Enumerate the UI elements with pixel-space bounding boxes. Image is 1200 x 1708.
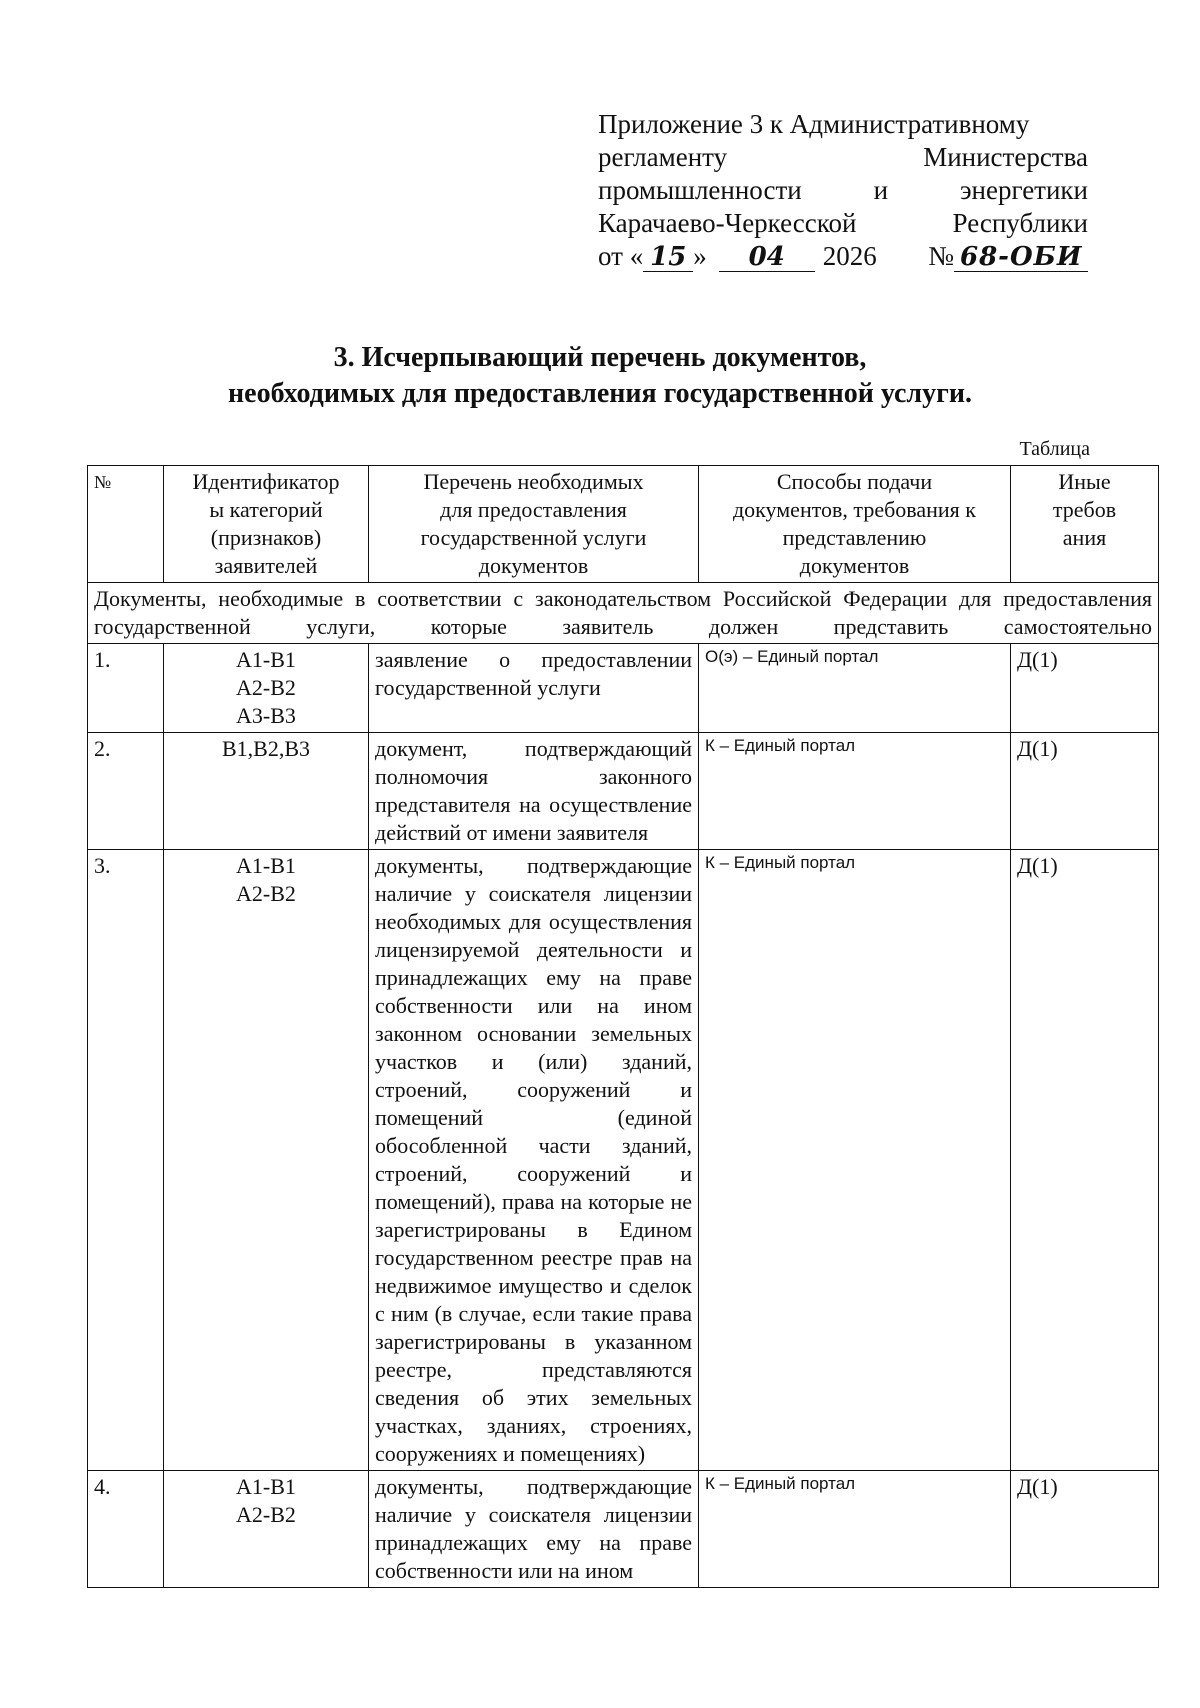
header-line: требов: [1052, 497, 1117, 522]
header-line: для предоставления: [440, 497, 627, 522]
header-line: ания: [1062, 525, 1107, 550]
documents-table: [87, 465, 1159, 1588]
row-applicant-ids: [164, 1471, 369, 1588]
date-year: 2026: [822, 241, 877, 271]
header-line: документов: [478, 553, 589, 578]
header-line: (признаков): [210, 525, 322, 550]
header-line: Способы подачи: [776, 469, 933, 494]
appendix-reference: [598, 108, 1088, 273]
header-line: Перечень необходимых: [423, 469, 644, 494]
row-number: 3.: [88, 850, 164, 1471]
appendix-text: промышленности: [598, 175, 802, 205]
appendix-date-line: [598, 240, 1088, 273]
appendix-text: Карачаево-Черкесской: [598, 208, 857, 238]
header-other-requirements: [1011, 466, 1159, 583]
row-submission-method: О(э) – Единый портал: [699, 644, 1011, 733]
row-submission-method: К – Единый портал: [699, 1471, 1011, 1588]
applicant-id: А2-В2: [236, 1502, 296, 1527]
row-applicant-ids: [164, 644, 369, 733]
header-line: государственной услуги: [420, 525, 647, 550]
date-close: »: [693, 241, 707, 271]
appendix-line-3: [598, 174, 1088, 207]
table-row: [88, 733, 1159, 850]
row-submission-method: К – Единый портал: [699, 850, 1011, 1471]
row-other-requirements: Д(1): [1011, 1471, 1159, 1588]
handwritten-month: 04: [719, 243, 815, 272]
header-line: представлению: [782, 525, 927, 550]
date-prefix: от «: [598, 241, 644, 271]
header-line: Идентификатор: [192, 469, 340, 494]
table-row: [88, 1471, 1159, 1588]
appendix-text: Министерства: [923, 142, 1088, 172]
row-applicant-ids: [164, 733, 369, 850]
heading-line-1: 3. Исчерпывающий перечень документов,: [333, 342, 867, 373]
row-number: 4.: [88, 1471, 164, 1588]
appendix-text: Республики: [952, 208, 1088, 238]
row-applicant-ids: [164, 850, 369, 1471]
number-prefix: №: [928, 241, 954, 271]
row-documents: заявление о предоставлении государственной услуги: [369, 644, 699, 733]
applicant-id: А1-В1: [236, 647, 296, 672]
applicant-id: А2-В2: [236, 675, 296, 700]
table-section-row: [88, 583, 1159, 644]
header-line: Иные: [1058, 469, 1111, 494]
header-documents: [369, 466, 699, 583]
table-row: [88, 644, 1159, 733]
appendix-text: регламенту: [598, 142, 728, 172]
appendix-line-4: [598, 207, 1088, 240]
appendix-line-1: [598, 108, 1088, 141]
header-line: документов, требования к: [732, 497, 976, 522]
table-caption: Таблица: [1019, 438, 1090, 460]
appendix-text: энергетики: [959, 175, 1088, 205]
header-submission-methods: [699, 466, 1011, 583]
handwritten-number: 68-ОБИ: [954, 243, 1088, 272]
row-other-requirements: Д(1): [1011, 733, 1159, 850]
handwritten-day: 15: [643, 243, 693, 272]
header-applicant-ids: [164, 466, 369, 583]
heading-line-2: необходимых для предоставления государственной услуги.: [228, 378, 972, 409]
header-line: заявителей: [214, 553, 318, 578]
appendix-text: Приложение 3 к Административному: [598, 109, 1030, 139]
row-documents: документ, подтверждающий полномочия законного представителя на осуществление действий от имени заявителя: [369, 733, 699, 850]
header-num: №: [88, 466, 164, 583]
section-row-text: Документы, необходимые в соответствии с законодательством Российской Федерации для предоставления государственной услуги, которые заявитель должен представить самостоятельно: [88, 583, 1159, 644]
table-row: [88, 850, 1159, 1471]
applicant-id: А2-В2: [236, 881, 296, 906]
section-heading: [60, 340, 1140, 412]
row-submission-method: К – Единый портал: [699, 733, 1011, 850]
header-line: ы категорий: [209, 497, 323, 522]
applicant-id: В1,В2,В3: [221, 736, 311, 761]
row-other-requirements: Д(1): [1011, 850, 1159, 1471]
row-documents: документы, подтверждающие наличие у соискателя лицензии принадлежащих ему на праве собственности или на ином: [369, 1471, 699, 1588]
row-other-requirements: Д(1): [1011, 644, 1159, 733]
row-number: 1.: [88, 644, 164, 733]
appendix-line-2: [598, 141, 1088, 174]
row-number: 2.: [88, 733, 164, 850]
header-line: документов: [799, 553, 910, 578]
row-documents: документы, подтверждающие наличие у соискателя лицензии необходимых для осуществления лицензируемой деятельности и принадлежащих ему на праве собственности или на ином законном основании земельных участков и (или) зданий, строений, сооружений и помещений (единой обособленной части зданий, строений, сооружений и помещений), права на которые не зарегистрированы в Едином государственном реестре прав на недвижимое имущество и сделок с ним (в случае, если такие права зарегистрированы в указанном реестре, представляются сведения об этих земельных участках, зданиях, строениях, сооружениях и помещениях): [369, 850, 699, 1471]
applicant-id: А1-В1: [236, 1474, 296, 1499]
applicant-id: А3-В3: [236, 703, 296, 728]
appendix-text: и: [873, 175, 889, 205]
applicant-id: А1-В1: [236, 853, 296, 878]
table-header-row: [88, 466, 1159, 583]
